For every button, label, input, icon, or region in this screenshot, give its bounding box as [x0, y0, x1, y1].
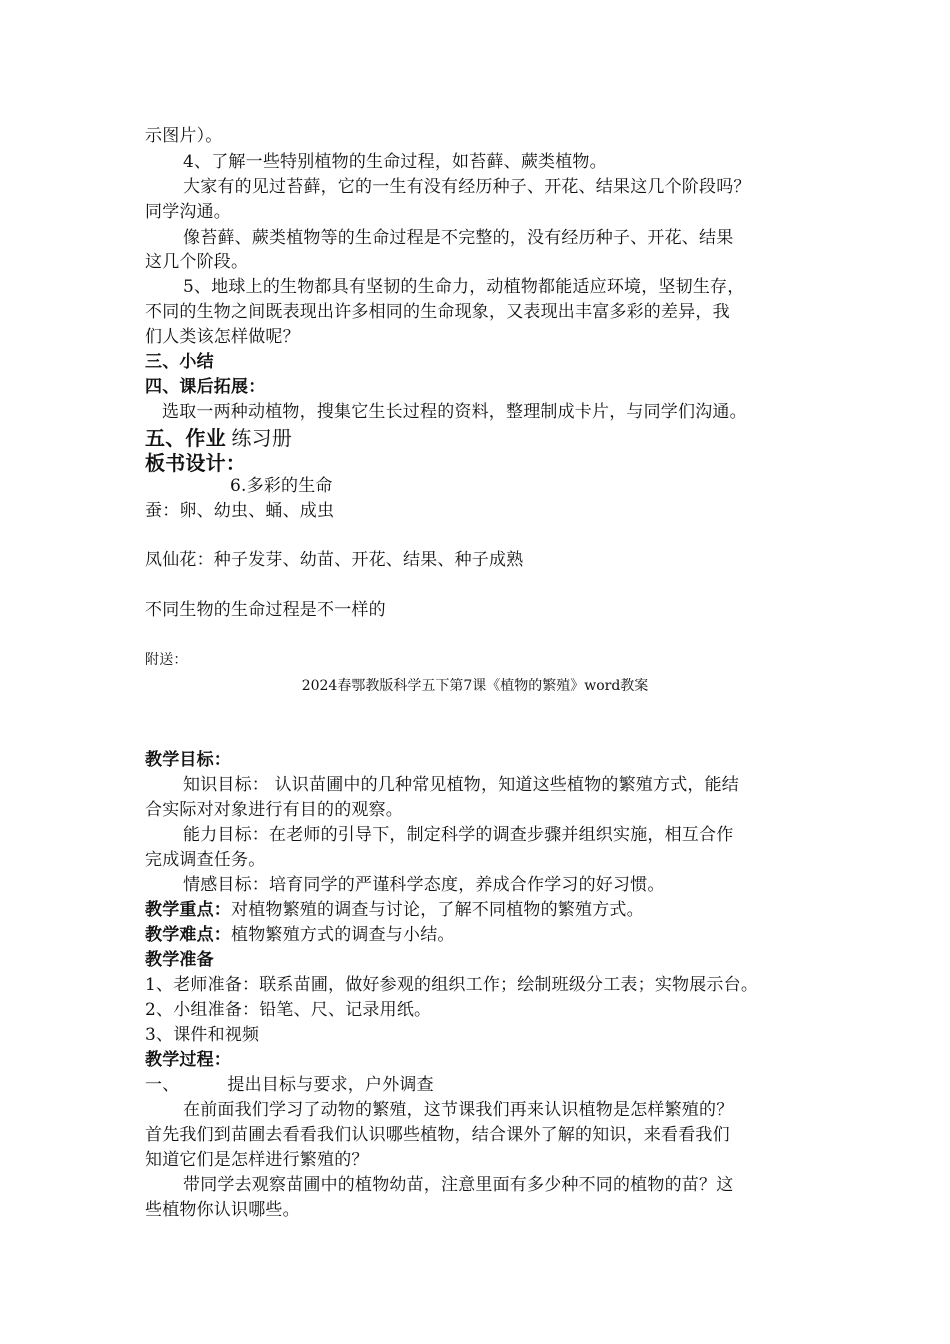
text-line: 知道它们是怎样进行繁殖的？	[145, 1150, 369, 1170]
text-line: 首先我们到苗圃去看看我们认识哪些植物，结合课外了解的知识，来看看我们	[145, 1125, 730, 1145]
prep-heading: 教学准备	[145, 950, 214, 970]
text-line: 在前面我们学习了动物的繁殖，这节课我们再来认识植物是怎样繁殖的？	[183, 1100, 734, 1120]
section-heading-extension: 四、课后拓展：	[145, 377, 266, 397]
difficulty-text: 植物繁殖方式的调查与小结。	[231, 925, 455, 945]
text-line: 大家有的见过苔藓，它的一生有没有经历种子、开花、结果这几个阶段吗？	[183, 177, 751, 197]
step-1-text: 提出目标与要求，户外调查	[227, 1075, 434, 1095]
text-line: 3、课件和视频	[145, 1025, 260, 1045]
text-line: 们人类该怎样做呢？	[145, 327, 300, 347]
homework-text: 练习册	[231, 426, 293, 450]
extension-text: 选取一两种动植物，搜集它生长过程的资料，整理制成卡片，与同学们沟通。	[162, 402, 747, 422]
difficulty-label: 教学难点：	[145, 925, 231, 945]
appendix-title: 2024春鄂教版科学五下第7课《植物的繁殖》word教案	[301, 678, 649, 694]
text-line: 同学沟通。	[145, 202, 231, 222]
key-text: 对植物繁殖的调查与讨论，了解不同植物的繁殖方式。	[231, 900, 644, 920]
text-line: 1、老师准备：联系苗圃，做好参观的组织工作；绘制班级分工表；实物展示台。	[145, 975, 759, 995]
step-1-line	[145, 1073, 434, 1097]
text-line: 情感目标：培育同学的严谨科学态度，养成合作学习的好习惯。	[183, 875, 665, 895]
difficulty-line	[145, 923, 455, 947]
text-line: 5、地球上的生物都具有坚韧的生命力，动植物都能适应环境，坚韧生存，	[183, 277, 745, 297]
key-point-line	[145, 898, 644, 922]
board-balsam: 凤仙花：种子发芽、幼苗、开花、结果、种子成熟	[145, 550, 524, 570]
text-line: 示图片）。	[145, 126, 223, 146]
text-line: 能力目标：在老师的引导下，制定科学的调查步骤并组织实施，相互合作	[183, 825, 734, 845]
section-heading-summary: 三、小结	[145, 352, 214, 372]
text-line: 像苔藓、蕨类植物等的生命过程是不完整的，没有经历种子、开花、结果	[183, 228, 734, 248]
text-line: 知识目标： 认识苗圃中的几种常见植物，知道这些植物的繁殖方式，能结	[183, 775, 740, 795]
key-label: 教学重点：	[145, 900, 231, 920]
text-line: 2、小组准备：铅笔、尺、记录用纸。	[145, 1000, 432, 1020]
text-line: 完成调查任务。	[145, 850, 266, 870]
board-title: 6.多彩的生命	[230, 476, 333, 496]
goals-heading: 教学目标：	[145, 750, 231, 770]
board-heading: 板书设计：	[145, 451, 246, 475]
board-silkworm: 蚕：卵、幼虫、蛹、成虫	[145, 501, 335, 521]
step-1-number: 一、	[145, 1075, 180, 1095]
homework-heading: 五、作业	[145, 426, 226, 450]
text-line: 带同学去观察苗圃中的植物幼苗，注意里面有多少种不同的植物的苗？这	[183, 1175, 734, 1195]
text-line: 这几个阶段。	[145, 252, 249, 272]
appendix-label: 附送：	[145, 652, 188, 668]
board-conclusion: 不同生物的生命过程是不一样的	[145, 600, 386, 620]
process-heading: 教学过程：	[145, 1050, 231, 1070]
text-line: 些植物你认识哪些。	[145, 1200, 300, 1220]
text-line: 合实际对对象进行有目的的观察。	[145, 800, 403, 820]
text-line: 不同的生物之间既表现出许多相同的生命现象，又表现出丰富多彩的差异，我	[145, 302, 730, 322]
text-line: 4、了解一些特别植物的生命过程，如苔藓、蕨类植物。	[183, 152, 607, 172]
